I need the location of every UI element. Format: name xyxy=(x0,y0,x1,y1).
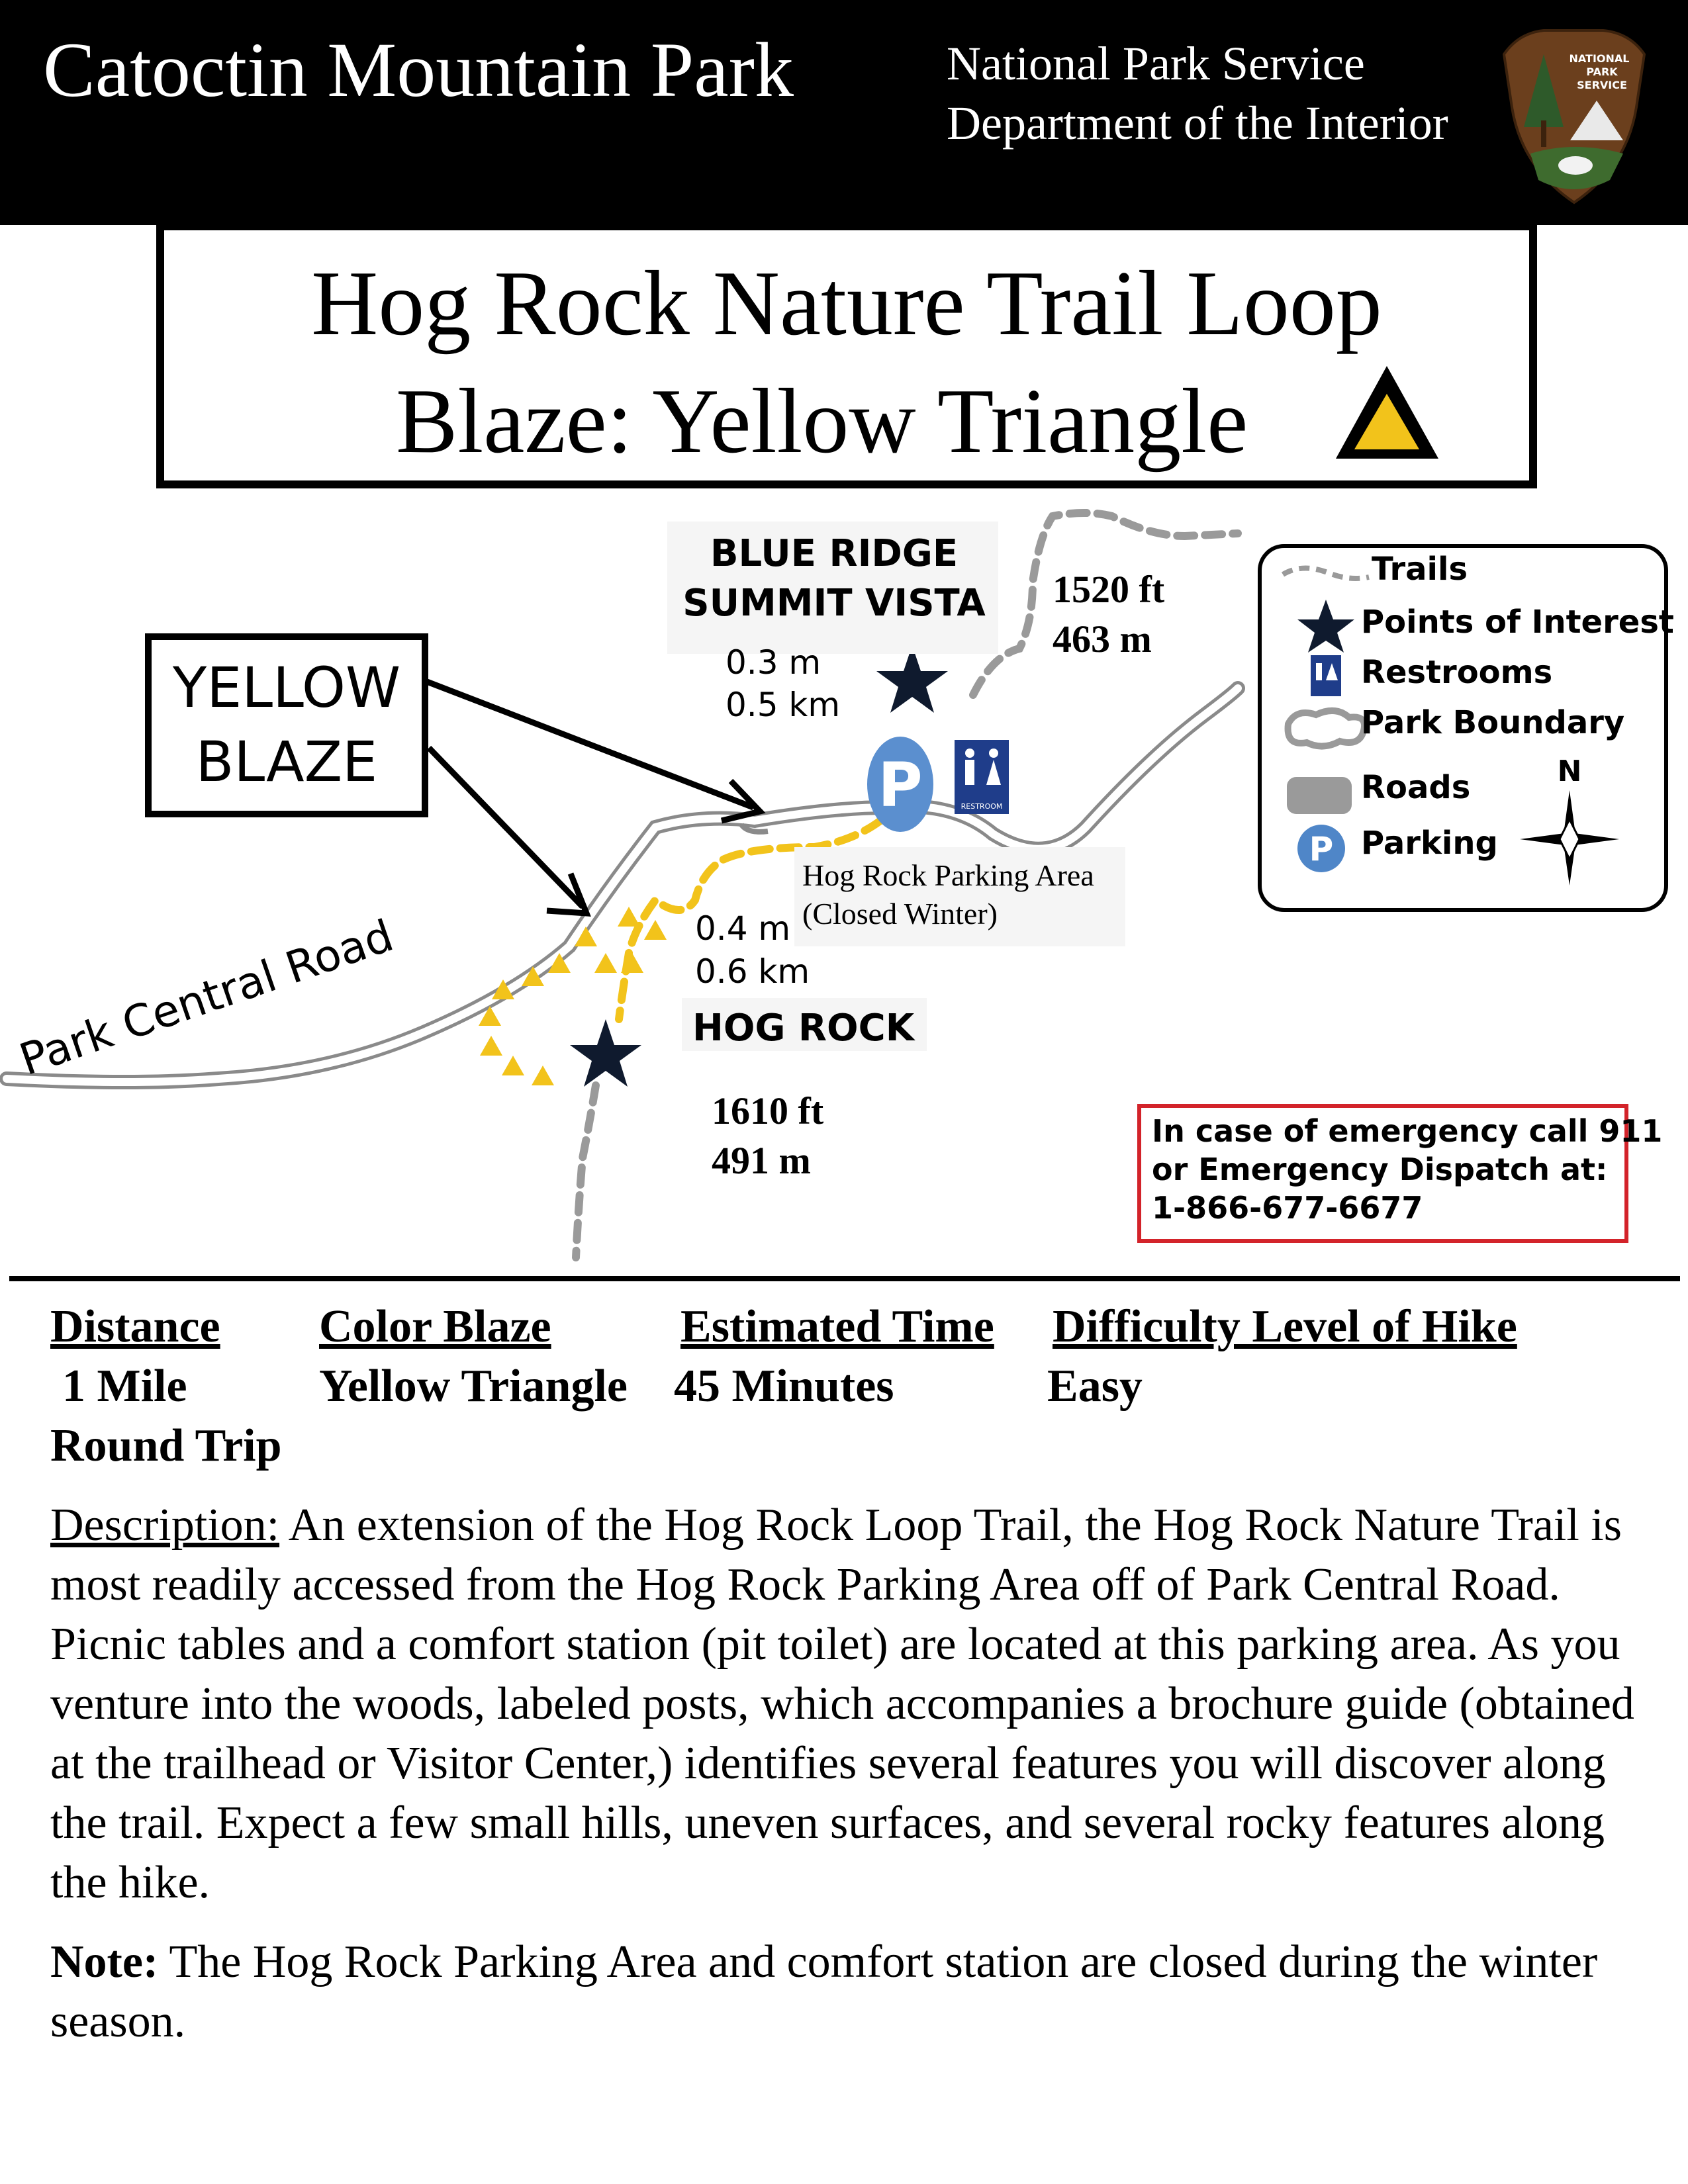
hog-rock-distance-mi: 0.4 m xyxy=(695,909,791,948)
blaze-title: Blaze: Yellow Triangle xyxy=(396,370,1248,473)
parking-area-closed: (Closed Winter) xyxy=(802,897,998,931)
department-name: Department of the Interior xyxy=(947,97,1448,150)
vista-label-line1: BLUE RIDGE xyxy=(710,532,959,575)
vista-elevation-m: 463 m xyxy=(1053,617,1152,660)
trail-title: Hog Rock Nature Trail Loop xyxy=(311,252,1382,355)
legend-trails: Trails xyxy=(1372,551,1468,588)
parking-area-label: Hog Rock Parking Area xyxy=(802,858,1094,892)
distance-label: Distance xyxy=(50,1301,220,1352)
boundary-legend-icon xyxy=(1288,711,1365,747)
note-text: The Hog Rock Parking Area and comfort station are closed during the winter season. xyxy=(50,1936,1598,2047)
time-label: Estimated Time xyxy=(680,1301,994,1352)
emergency-line2: or Emergency Dispatch at: xyxy=(1152,1152,1608,1187)
yellow-triangle-icon xyxy=(1329,359,1445,465)
header-bar xyxy=(0,0,1688,225)
callout-arrows xyxy=(427,682,760,913)
emergency-line1: In case of emergency call 911 xyxy=(1152,1113,1663,1149)
hog-rock-distance-km: 0.6 km xyxy=(695,952,810,991)
compass-icon xyxy=(1513,753,1626,892)
distance-value: 1 Mile xyxy=(62,1361,187,1412)
description-text: An extension of the Hog Rock Loop Trail, the Hog Rock Nature Trail is most readily accessed from the Hog Rock Parking Area off of Park Central Road. Picnic tables and a comfort station (pit toilet) are located at this parking area. As you venture into the woods, labeled posts, which accompanies a brochure guide (obtained at the trailhead or Visitor Center,) identifies several features you will discover along the trail. Expect a few small hills, uneven surfaces, and several rocky features along the hike. xyxy=(50,1500,1634,1908)
blaze-value: Yellow Triangle xyxy=(319,1361,628,1412)
legend-points-of-interest: Points of Interest xyxy=(1361,604,1674,641)
hog-rock-elevation-m: 491 m xyxy=(712,1139,811,1182)
difficulty-value: Easy xyxy=(1047,1361,1143,1412)
description-paragraph xyxy=(50,1496,1659,1913)
trail-legend-icon xyxy=(1283,568,1369,578)
nps-arrowhead-logo xyxy=(1497,28,1651,205)
section-divider xyxy=(9,1276,1680,1281)
hog-rock-elevation-ft: 1610 ft xyxy=(712,1089,824,1132)
difficulty-label: Difficulty Level of Hike xyxy=(1053,1301,1517,1352)
blaze-label: Color Blaze xyxy=(319,1301,551,1352)
hog-rock-star-icon xyxy=(570,1019,641,1087)
time-value: 45 Minutes xyxy=(674,1361,894,1412)
svg-text:SERVICE: SERVICE xyxy=(1577,79,1627,91)
vista-label-line2: SUMMIT VISTA xyxy=(682,582,986,625)
vista-distance-km: 0.5 km xyxy=(726,686,841,724)
svg-text:NATIONAL: NATIONAL xyxy=(1569,52,1630,65)
callout-line1: YELLOW xyxy=(172,655,401,720)
callout-line2: BLAZE xyxy=(195,729,378,794)
emergency-phone[interactable]: 1-866-677-6677 xyxy=(1152,1190,1423,1226)
restroom-icon xyxy=(955,740,1009,814)
hog-rock-label: HOG ROCK xyxy=(692,1007,915,1050)
park-name: Catoctin Mountain Park xyxy=(43,26,794,113)
legend-parking: Parking xyxy=(1361,825,1498,862)
restroom-legend-icon xyxy=(1311,655,1341,696)
distance-value-round-trip: Round Trip xyxy=(50,1420,282,1471)
parking-letter: P xyxy=(878,750,923,821)
bison-icon xyxy=(1558,156,1593,175)
vista-distance-mi: 0.3 m xyxy=(726,643,821,682)
road-legend-icon xyxy=(1287,777,1352,814)
svg-text:PARK: PARK xyxy=(1586,66,1618,78)
legend-park-boundary: Park Boundary xyxy=(1361,704,1625,741)
note-label: Note: xyxy=(50,1936,159,1987)
blue-ridge-vista-star-icon xyxy=(876,645,948,713)
description-label: Description: xyxy=(50,1500,280,1551)
emergency-box xyxy=(1137,1104,1663,1243)
note-paragraph xyxy=(50,1933,1659,2052)
grey-trail-south xyxy=(576,1085,596,1257)
vista-elevation-ft: 1520 ft xyxy=(1053,568,1165,611)
star-legend-icon xyxy=(1297,600,1354,653)
agency-name: National Park Service xyxy=(947,37,1365,90)
title-box xyxy=(156,224,1537,488)
svg-text:RESTROOM: RESTROOM xyxy=(961,802,1003,811)
north-label: N xyxy=(1557,754,1582,788)
legend-roads: Roads xyxy=(1361,769,1471,806)
road-label: Park Central Road xyxy=(13,910,400,1086)
svg-text:P: P xyxy=(1309,830,1334,868)
map-legend xyxy=(1258,544,1674,912)
legend-restrooms: Restrooms xyxy=(1361,654,1553,691)
